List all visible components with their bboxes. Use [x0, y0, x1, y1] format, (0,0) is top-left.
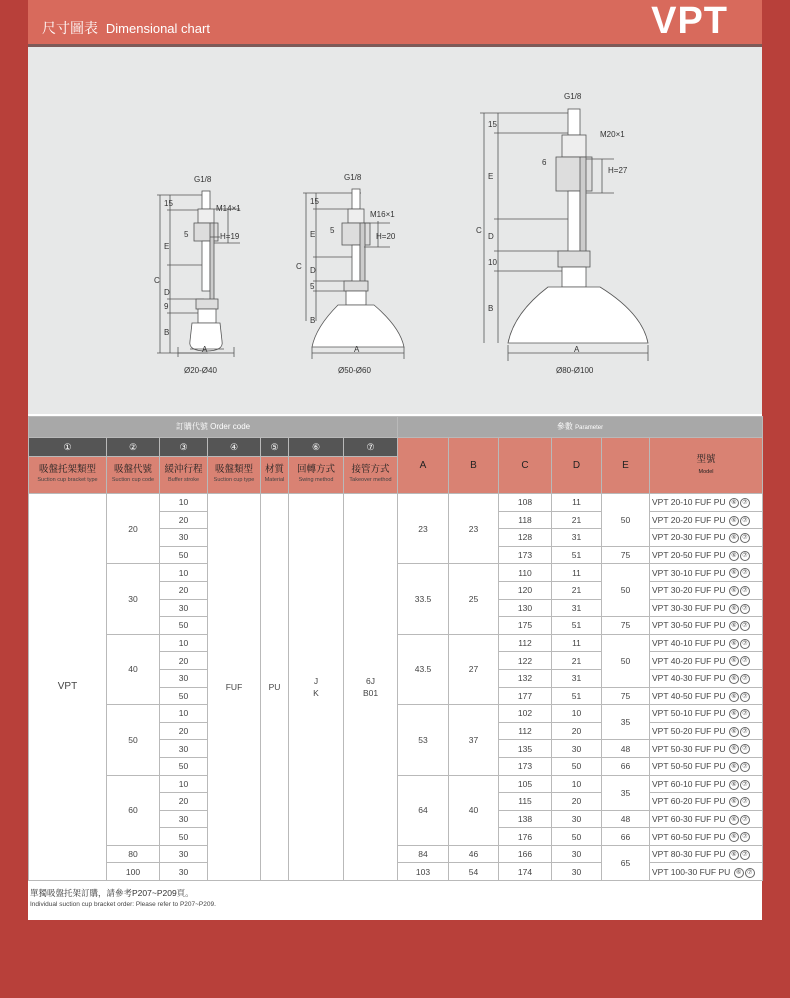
- model-text: VPT 40-50 FUF PU: [652, 690, 726, 701]
- model-cell: [650, 546, 763, 564]
- takeover-b01: B01: [362, 688, 379, 699]
- param-c-cell: 120: [499, 581, 552, 599]
- model-cell: [650, 599, 763, 617]
- param-header-A: A: [398, 438, 449, 494]
- stroke-cell: 20: [160, 652, 208, 670]
- suffix-7: ⑦: [740, 498, 750, 508]
- param-c-cell: 108: [499, 494, 552, 512]
- suffix-6: ⑥: [729, 780, 739, 790]
- large-dim-6: 6: [542, 158, 547, 167]
- drawing-svg: [28, 47, 762, 414]
- suffix-7: ⑦: [740, 744, 750, 754]
- table-body: [29, 417, 763, 881]
- param-d-cell: 20: [552, 793, 602, 811]
- param-d-cell: 51: [552, 687, 602, 705]
- suffix-7: ⑦: [740, 815, 750, 825]
- cup-code-cell: 30: [107, 564, 160, 634]
- suffix-6: ⑥: [729, 744, 739, 754]
- param-e-cell: 48: [602, 740, 650, 758]
- large-dim-15: 15: [488, 120, 497, 129]
- stroke-cell: 20: [160, 722, 208, 740]
- param-c-cell: 173: [499, 757, 552, 775]
- param-d-cell: 30: [552, 810, 602, 828]
- param-header-B: B: [449, 438, 499, 494]
- param-a-cell: 84: [398, 845, 449, 863]
- column-header: [289, 457, 344, 494]
- small-dim-9: 9: [164, 302, 169, 311]
- model-text: VPT 40-20 FUF PU: [652, 655, 726, 666]
- column-header-zh: 吸盤類型: [214, 464, 253, 475]
- model-cell: [650, 511, 763, 529]
- footnote-en: Individual suction cup bracket order: Please refer to P207~P209.: [30, 901, 216, 908]
- order-code-table: [28, 416, 763, 881]
- model-text: VPT 40-30 FUF PU: [652, 673, 726, 684]
- cup-code-cell: 40: [107, 634, 160, 704]
- column-header: [160, 457, 208, 494]
- swing-method-cell: [289, 494, 344, 881]
- model-cell: [650, 722, 763, 740]
- param-c-cell: 175: [499, 617, 552, 635]
- large-label-e: E: [488, 172, 494, 181]
- cup-code-cell: 80: [107, 845, 160, 863]
- column-header-en: Suction cup bracket type: [37, 477, 98, 483]
- model-cell: [650, 828, 763, 846]
- small-hex: M14×1: [216, 204, 241, 213]
- small-thread: G1/8: [194, 175, 212, 184]
- stroke-cell: 50: [160, 757, 208, 775]
- large-label-a: A: [574, 345, 580, 354]
- medium-dim-5b: 5: [310, 282, 315, 291]
- column-header-en: Suction cup type: [213, 477, 255, 483]
- param-a-cell: 43.5: [398, 634, 449, 704]
- model-text: VPT 50-30 FUF PU: [652, 743, 726, 754]
- suffix-6: ⑥: [729, 762, 739, 772]
- page-title: [42, 18, 210, 38]
- swing-k: K: [313, 688, 319, 699]
- param-d-cell: 30: [552, 740, 602, 758]
- param-d-cell: 10: [552, 775, 602, 793]
- param-c-cell: 118: [499, 511, 552, 529]
- param-d-cell: 31: [552, 669, 602, 687]
- large-label-c: C: [476, 226, 482, 235]
- param-a-cell: 33.5: [398, 564, 449, 634]
- small-label-d: D: [164, 288, 170, 297]
- small-label-a: A: [202, 345, 208, 354]
- param-c-cell: 115: [499, 793, 552, 811]
- large-hex: M20×1: [600, 130, 625, 139]
- suffix-6: ⑥: [729, 656, 739, 666]
- number-header-row: [29, 438, 763, 457]
- large-thread: G1/8: [564, 92, 582, 101]
- param-c-cell: 110: [499, 564, 552, 582]
- stroke-cell: 50: [160, 617, 208, 635]
- model-cell: [650, 564, 763, 582]
- large-cup-drawing: [480, 109, 648, 361]
- param-d-cell: 31: [552, 529, 602, 547]
- param-b-cell: 54: [449, 863, 499, 881]
- stroke-cell: 20: [160, 511, 208, 529]
- footnote-zh: 單獨吸盤托架訂購，請參考P207~P209頁。: [30, 888, 194, 898]
- param-d-cell: 10: [552, 705, 602, 723]
- suffix-6: ⑥: [729, 832, 739, 842]
- column-header-en: Takeover method: [349, 477, 392, 483]
- param-d-cell: 21: [552, 581, 602, 599]
- model-cell: [650, 740, 763, 758]
- suffix-6: ⑥: [729, 621, 739, 631]
- param-d-cell: 21: [552, 652, 602, 670]
- model-text: VPT 20-50 FUF PU: [652, 550, 726, 561]
- suffix-6: ⑥: [729, 850, 739, 860]
- small-label-b: B: [164, 328, 170, 337]
- model-text: VPT 60-30 FUF PU: [652, 813, 726, 824]
- param-e-cell: 75: [602, 687, 650, 705]
- suffix-7: ⑦: [740, 762, 750, 772]
- suffix-7: ⑦: [740, 850, 750, 860]
- model-text: VPT 20-10 FUF PU: [652, 497, 726, 508]
- param-c-cell: 105: [499, 775, 552, 793]
- column-number: ④: [208, 438, 261, 457]
- suffix-7: ⑦: [740, 639, 750, 649]
- param-e-cell: 75: [602, 617, 650, 635]
- param-c-cell: 128: [499, 529, 552, 547]
- param-en: Parameter: [575, 424, 604, 431]
- param-e-cell: 65: [602, 845, 650, 880]
- model-text: VPT 60-50 FUF PU: [652, 831, 726, 842]
- suffix-7: ⑦: [740, 780, 750, 790]
- param-c-cell: 135: [499, 740, 552, 758]
- model-cell: [650, 669, 763, 687]
- model-cell: [650, 617, 763, 635]
- suffix-7: ⑦: [740, 656, 750, 666]
- column-header: [29, 457, 107, 494]
- suffix-7: ⑦: [740, 568, 750, 578]
- column-header-zh: 吸盤托架類型: [38, 464, 96, 475]
- column-number: ③: [160, 438, 208, 457]
- model-text: VPT 50-10 FUF PU: [652, 708, 726, 719]
- model-cell: [650, 529, 763, 547]
- column-header: [107, 457, 160, 494]
- suffix-6: ⑥: [729, 551, 739, 561]
- param-d-cell: 11: [552, 564, 602, 582]
- model-cell: [650, 775, 763, 793]
- medium-label-c: C: [296, 262, 302, 271]
- model-text: VPT 80-30 FUF PU: [652, 849, 726, 860]
- model-text: VPT 30-50 FUF PU: [652, 620, 726, 631]
- param-d-cell: 50: [552, 828, 602, 846]
- material-cell: PU: [261, 494, 289, 881]
- cup-code-cell: 20: [107, 494, 160, 564]
- model-cell: [650, 581, 763, 599]
- model-text: VPT 30-30 FUF PU: [652, 602, 726, 613]
- suffix-7: ⑦: [740, 586, 750, 596]
- column-header-zh: 回轉方式: [296, 464, 335, 475]
- stroke-cell: 10: [160, 494, 208, 512]
- suffix-6: ⑥: [729, 674, 739, 684]
- large-caption: Ø80-Ø100: [556, 366, 594, 375]
- suffix-6: ⑥: [729, 533, 739, 543]
- param-d-cell: 31: [552, 599, 602, 617]
- param-e-cell: 48: [602, 810, 650, 828]
- dimension-drawing: [28, 47, 762, 414]
- param-b-cell: 37: [449, 705, 499, 775]
- model-cell: [650, 652, 763, 670]
- title-zh: 尺寸圖表: [42, 20, 98, 36]
- column-header-zh: 緩沖行程: [164, 464, 203, 475]
- suffix-6: ⑥: [729, 516, 739, 526]
- param-b-cell: 23: [449, 494, 499, 564]
- datasheet-page: [28, 0, 762, 920]
- column-header: [261, 457, 289, 494]
- stroke-cell: 30: [160, 740, 208, 758]
- stroke-cell: 30: [160, 669, 208, 687]
- param-d-cell: 51: [552, 617, 602, 635]
- param-a-cell: 53: [398, 705, 449, 775]
- model-text: VPT 40-10 FUF PU: [652, 638, 726, 649]
- medium-label-b: B: [310, 316, 316, 325]
- model-cell: [650, 810, 763, 828]
- suffix-6: ⑥: [729, 604, 739, 614]
- param-d-cell: 30: [552, 863, 602, 881]
- suffix-6: ⑥: [729, 815, 739, 825]
- large-label-d: D: [488, 232, 494, 241]
- parameter-group-header: [398, 417, 763, 438]
- small-label-e: E: [164, 242, 170, 251]
- swing-j: J: [313, 676, 319, 687]
- suffix-7: ⑦: [740, 516, 750, 526]
- model-text: VPT 20-30 FUF PU: [652, 532, 726, 543]
- model-cell: [650, 863, 763, 881]
- large-label-b: B: [488, 304, 494, 313]
- suffix-7: ⑦: [740, 604, 750, 614]
- column-header: [344, 457, 398, 494]
- param-c-cell: 122: [499, 652, 552, 670]
- param-d-cell: 11: [552, 634, 602, 652]
- model-text: VPT 30-20 FUF PU: [652, 585, 726, 596]
- large-hex-h: H=27: [608, 166, 628, 175]
- suffix-6: ⑥: [729, 727, 739, 737]
- param-d-cell: 50: [552, 757, 602, 775]
- param-d-cell: 21: [552, 511, 602, 529]
- param-e-cell: 66: [602, 828, 650, 846]
- param-d-cell: 51: [552, 546, 602, 564]
- column-header-en: Swing method: [298, 477, 334, 483]
- cup-code-cell: 50: [107, 705, 160, 775]
- suffix-6: ⑥: [729, 797, 739, 807]
- suffix-6: ⑥: [729, 586, 739, 596]
- medium-hex: M16×1: [370, 210, 395, 219]
- model-cell: [650, 494, 763, 512]
- param-header-D: D: [552, 438, 602, 494]
- param-c-cell: 173: [499, 546, 552, 564]
- small-hex-h: H=19: [220, 232, 240, 241]
- param-e-cell: 35: [602, 775, 650, 810]
- column-number: ②: [107, 438, 160, 457]
- param-e-cell: 66: [602, 757, 650, 775]
- param-header-E: E: [602, 438, 650, 494]
- param-c-cell: 166: [499, 845, 552, 863]
- column-number: ①: [29, 438, 107, 457]
- stroke-cell: 30: [160, 845, 208, 863]
- suffix-6: ⑥: [734, 868, 744, 878]
- model-text: VPT 30-10 FUF PU: [652, 567, 726, 578]
- model-cell: [650, 687, 763, 705]
- param-c-cell: 130: [499, 599, 552, 617]
- column-header-zh: 接管方式: [351, 464, 390, 475]
- suffix-7: ⑦: [740, 533, 750, 543]
- small-dim-15: 15: [164, 199, 173, 208]
- stroke-cell: 50: [160, 828, 208, 846]
- param-e-cell: 50: [602, 564, 650, 617]
- param-c-cell: 176: [499, 828, 552, 846]
- param-c-cell: 112: [499, 634, 552, 652]
- small-dim-5: 5: [184, 230, 189, 239]
- medium-dim-15: 15: [310, 197, 319, 206]
- order-code-group-header: 訂購代號 Order code: [29, 417, 398, 438]
- suffix-6: ⑥: [729, 639, 739, 649]
- cup-type-cell: FUF: [208, 494, 261, 881]
- footnote: [30, 888, 216, 910]
- stroke-cell: 30: [160, 810, 208, 828]
- param-c-cell: 138: [499, 810, 552, 828]
- suffix-7: ⑦: [740, 621, 750, 631]
- column-number: ⑥: [289, 438, 344, 457]
- medium-dim-5: 5: [330, 226, 335, 235]
- suffix-6: ⑥: [729, 498, 739, 508]
- group-header-row: [29, 417, 763, 438]
- medium-label-a: A: [354, 345, 360, 354]
- model-cell: [650, 705, 763, 723]
- title-en: Dimensional chart: [105, 21, 210, 36]
- model-text: VPT 60-20 FUF PU: [652, 796, 726, 807]
- small-cup-drawing: [157, 191, 240, 357]
- param-c-cell: 177: [499, 687, 552, 705]
- table-row: [29, 494, 763, 512]
- model-text: VPT 50-20 FUF PU: [652, 726, 726, 737]
- model-zh: 型號: [696, 453, 716, 465]
- suffix-7: ⑦: [740, 551, 750, 561]
- param-e-cell: 75: [602, 546, 650, 564]
- stroke-cell: 50: [160, 546, 208, 564]
- suffix-7: ⑦: [740, 692, 750, 702]
- small-caption: Ø20-Ø40: [184, 366, 217, 375]
- param-c-cell: 174: [499, 863, 552, 881]
- param-zh: 參數: [556, 421, 573, 431]
- stroke-cell: 10: [160, 705, 208, 723]
- param-d-cell: 20: [552, 722, 602, 740]
- header-bar: [28, 0, 762, 44]
- takeover-method-cell: [344, 494, 398, 881]
- param-c-cell: 132: [499, 669, 552, 687]
- param-header-C: C: [499, 438, 552, 494]
- param-d-cell: 30: [552, 845, 602, 863]
- param-b-cell: 25: [449, 564, 499, 634]
- param-b-cell: 46: [449, 845, 499, 863]
- column-number: ⑦: [344, 438, 398, 457]
- model-en: Model: [698, 468, 714, 475]
- stroke-cell: 10: [160, 775, 208, 793]
- param-a-cell: 23: [398, 494, 449, 564]
- column-header-zh: 吸盤代號: [113, 464, 152, 475]
- suffix-7: ⑦: [740, 674, 750, 684]
- medium-label-e: E: [310, 230, 316, 239]
- model-cell: [650, 757, 763, 775]
- cup-code-cell: 60: [107, 775, 160, 845]
- stroke-cell: 30: [160, 599, 208, 617]
- model-cell: [650, 793, 763, 811]
- param-b-cell: 40: [449, 775, 499, 845]
- cup-code-cell: 100: [107, 863, 160, 881]
- suffix-7: ⑦: [740, 727, 750, 737]
- param-b-cell: 27: [449, 634, 499, 704]
- param-d-cell: 11: [552, 494, 602, 512]
- param-e-cell: 35: [602, 705, 650, 740]
- param-c-cell: 102: [499, 705, 552, 723]
- stroke-cell: 20: [160, 581, 208, 599]
- param-e-cell: 50: [602, 494, 650, 547]
- column-number: ⑤: [261, 438, 289, 457]
- model-cell: [650, 845, 763, 863]
- small-label-c: C: [154, 276, 160, 285]
- model-text: VPT 60-10 FUF PU: [652, 778, 726, 789]
- brand-logo: VPT: [651, 0, 728, 42]
- param-a-cell: 64: [398, 775, 449, 845]
- medium-label-d: D: [310, 266, 316, 275]
- stroke-cell: 50: [160, 687, 208, 705]
- stroke-cell: 10: [160, 634, 208, 652]
- column-header: [208, 457, 261, 494]
- model-cell: [650, 634, 763, 652]
- suffix-7: ⑦: [740, 797, 750, 807]
- param-a-cell: 103: [398, 863, 449, 881]
- stroke-cell: 20: [160, 793, 208, 811]
- medium-hex-h: H=20: [376, 232, 396, 241]
- suffix-6: ⑥: [729, 692, 739, 702]
- suffix-7: ⑦: [740, 832, 750, 842]
- takeover-6j: 6J: [366, 676, 375, 687]
- model-text: VPT 50-50 FUF PU: [652, 761, 726, 772]
- stroke-cell: 30: [160, 529, 208, 547]
- column-header-en: Material: [264, 477, 285, 483]
- medium-caption: Ø50-Ø60: [338, 366, 371, 375]
- suffix-7: ⑦: [740, 709, 750, 719]
- param-e-cell: 50: [602, 634, 650, 687]
- large-dim-10: 10: [488, 258, 497, 267]
- suffix-7: ⑦: [745, 868, 755, 878]
- model-text: VPT 100-30 FUF PU: [652, 866, 731, 877]
- model-header: [650, 438, 763, 494]
- param-c-cell: 112: [499, 722, 552, 740]
- stroke-cell: 30: [160, 863, 208, 881]
- model-text: VPT 20-20 FUF PU: [652, 514, 726, 525]
- bracket-type-cell: VPT: [29, 494, 107, 881]
- suffix-6: ⑥: [729, 568, 739, 578]
- stroke-cell: 10: [160, 564, 208, 582]
- column-header-en: Suction cup code: [111, 477, 155, 483]
- column-header-zh: 材質: [264, 464, 284, 475]
- column-header-en: Buffer stroke: [167, 477, 200, 483]
- medium-thread: G1/8: [344, 173, 362, 182]
- suffix-6: ⑥: [729, 709, 739, 719]
